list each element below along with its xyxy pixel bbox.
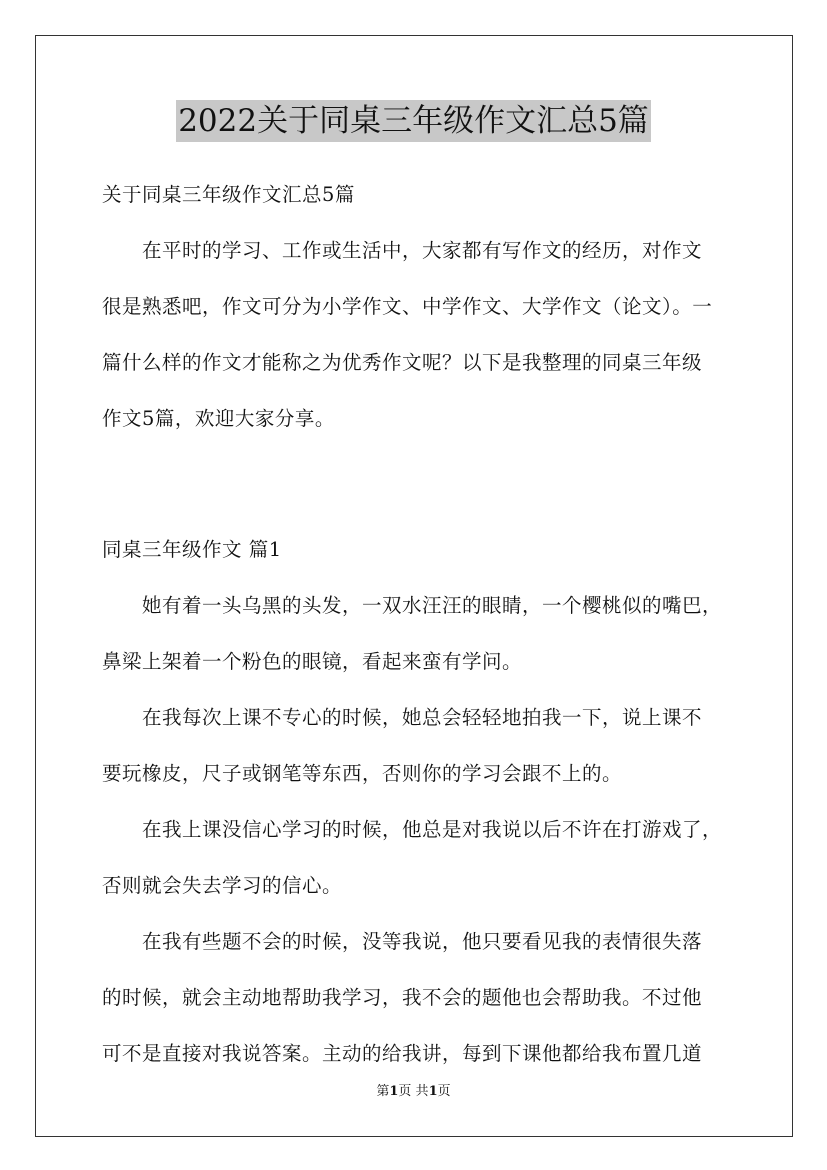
paragraph-line: 否则就会失去学习的信心。	[102, 874, 343, 897]
title-container	[0, 100, 827, 142]
paragraph-3	[102, 811, 732, 904]
section-heading: 同桌三年级作文 篇1	[102, 538, 282, 561]
paragraph-line: 可不是直接对我说答案。主动的给我讲，每到下课他都给我布置几道	[102, 1042, 703, 1065]
intro-line: 作文5篇，欢迎大家分享。	[102, 407, 335, 430]
page-current: 1	[389, 1084, 399, 1099]
page-prefix: 第	[376, 1084, 390, 1099]
paragraph-line: 在我上课没信心学习的时候，他总是对我说以后不许在打游戏了，	[102, 818, 723, 841]
paragraph-1	[102, 587, 732, 680]
paragraph-line: 的时候，就会主动地帮助我学习，我不会的题他也会帮助我。不过他	[102, 986, 703, 1009]
intro-line: 篇什么样的作文才能称之为优秀作文呢？以下是我整理的同桌三年级	[102, 351, 703, 374]
paragraph-line: 鼻梁上架着一个粉色的眼镜，看起来蛮有学问。	[102, 650, 523, 673]
paragraph-line: 在我每次上课不专心的时候，她总会轻轻地拍我一下，说上课不	[102, 706, 703, 729]
paragraph-2	[102, 699, 732, 792]
paragraph-line: 要玩橡皮，尺子或钢笔等东西，否则你的学习会跟不上的。	[102, 762, 623, 785]
intro-paragraph	[102, 232, 732, 437]
document-body	[102, 176, 732, 1072]
intro-line: 很是熟悉吧，作文可分为小学作文、中学作文、大学作文（论文）。一	[102, 295, 713, 318]
page-total: 1	[428, 1084, 438, 1099]
document-subtitle: 关于同桌三年级作文汇总5篇	[102, 183, 355, 206]
intro-line: 在平时的学习、工作或生活中，大家都有写作文的经历，对作文	[102, 239, 703, 262]
paragraph-line: 在我有些题不会的时候，没等我说，他只要看见我的表情很失落	[102, 930, 703, 953]
document-title: 2022关于同桌三年级作文汇总5篇	[176, 100, 651, 142]
paragraph-4	[102, 923, 732, 1072]
paragraph-line: 她有着一头乌黑的头发，一双水汪汪的眼睛，一个樱桃似的嘴巴，	[102, 594, 723, 617]
page-footer	[0, 1083, 827, 1101]
page-suffix: 页	[437, 1084, 451, 1099]
page-mid: 页 共	[398, 1084, 429, 1099]
